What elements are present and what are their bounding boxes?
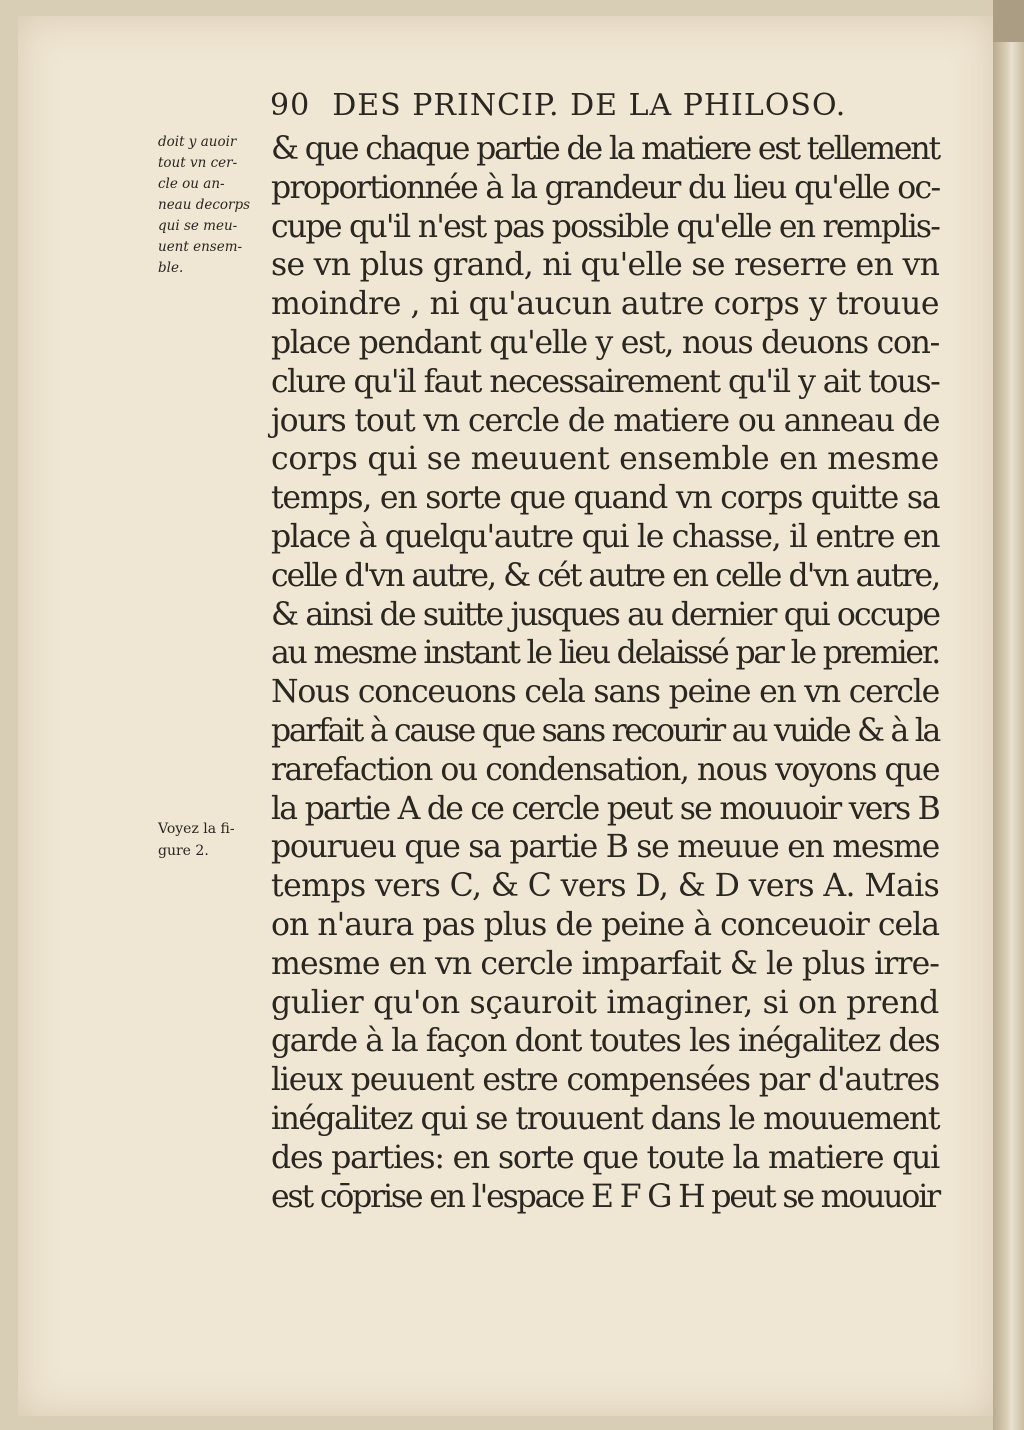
margin-note-line: gure 2. xyxy=(158,843,209,859)
text-line: Nous conceuons cela sans peine en vn cercle xyxy=(271,674,940,711)
margin-note-line: Voyez la fi- xyxy=(158,821,235,837)
text-line: au mesme instant le lieu delaissé par le premier. xyxy=(271,635,939,672)
text-line: garde à la façon dont toutes les inégalitez des xyxy=(271,1023,940,1060)
text-line: est cōprise en l'espace E F G H peut se mouuoir xyxy=(271,1178,939,1215)
margin-note-2 xyxy=(158,818,235,862)
margin-note-line: tout vn cer- xyxy=(158,155,238,171)
text-line: on n'aura pas plus de peine à conceuoir cela xyxy=(271,906,940,943)
running-header xyxy=(270,88,846,123)
text-line: moindre , ni qu'aucun autre corps y trouue xyxy=(271,286,940,323)
text-line: pourueu que sa partie B se meuue en mesme xyxy=(271,829,940,866)
margin-note-line: uent ensem- xyxy=(158,239,243,255)
text-line: & que chaque partie de la matiere est tellement xyxy=(271,131,939,167)
text-line: parfait à cause que sans recourir au vuide & à la xyxy=(271,712,939,749)
margin-note-line: qui se meu- xyxy=(158,218,238,234)
running-title: DES PRINCIP. DE LA PHILOSO. xyxy=(332,88,847,123)
text-line: proportionnée à la grandeur du lieu qu'elle oc- xyxy=(271,169,940,206)
margin-note-line: neau decorps xyxy=(158,197,251,213)
text-line: & ainsi de suitte jusques au dernier qui occupe xyxy=(271,596,940,633)
body-text xyxy=(271,130,939,1216)
text-line: clure qu'il faut necessairement qu'il y ait tous- xyxy=(271,363,940,400)
margin-note-1 xyxy=(158,132,250,279)
text-line: place à quelqu'autre qui le chasse, il entre en xyxy=(271,518,940,555)
text-line: gulier qu'on sçauroit imaginer, si on prend xyxy=(271,984,939,1021)
text-line: corps qui se meuuent ensemble en mesme xyxy=(271,441,939,478)
text-line: temps vers C, & C vers D, & D vers A. Mais xyxy=(271,868,940,905)
text-line: lieux peuuent estre compensées par d'autres xyxy=(271,1062,939,1099)
page-edge-top xyxy=(993,0,1024,42)
text-line: cupe qu'il n'est pas possible qu'elle en remplis- xyxy=(271,208,940,245)
text-line: la partie A de ce cercle peut se mouuoir vers B xyxy=(271,790,939,827)
margin-note-line: ble. xyxy=(158,260,184,276)
page-number: 90 xyxy=(270,88,311,123)
page-edge xyxy=(993,0,1024,1430)
text-line: place pendant qu'elle y est, nous deuons con- xyxy=(271,324,939,361)
text-line: temps, en sorte que quand vn corps quitte sa xyxy=(271,480,940,517)
text-line: des parties: en sorte que toute la matiere qui xyxy=(271,1139,940,1176)
text-line: celle d'vn autre, & cét autre en celle d'vn autre, xyxy=(271,557,940,594)
text-line: inégalitez qui se trouuent dans le mouuement xyxy=(271,1100,939,1137)
text-line: mesme en vn cercle imparfait & le plus irre- xyxy=(271,945,940,982)
text-line: rarefaction ou condensation, nous voyons que xyxy=(271,751,939,788)
text-line: se vn plus grand, ni qu'elle se reserre en vn xyxy=(271,247,940,284)
margin-note-line: doit y auoir xyxy=(158,134,237,150)
text-line: jours tout vn cercle de matiere ou anneau de xyxy=(271,402,940,439)
margin-note-line: cle ou an- xyxy=(158,176,225,192)
